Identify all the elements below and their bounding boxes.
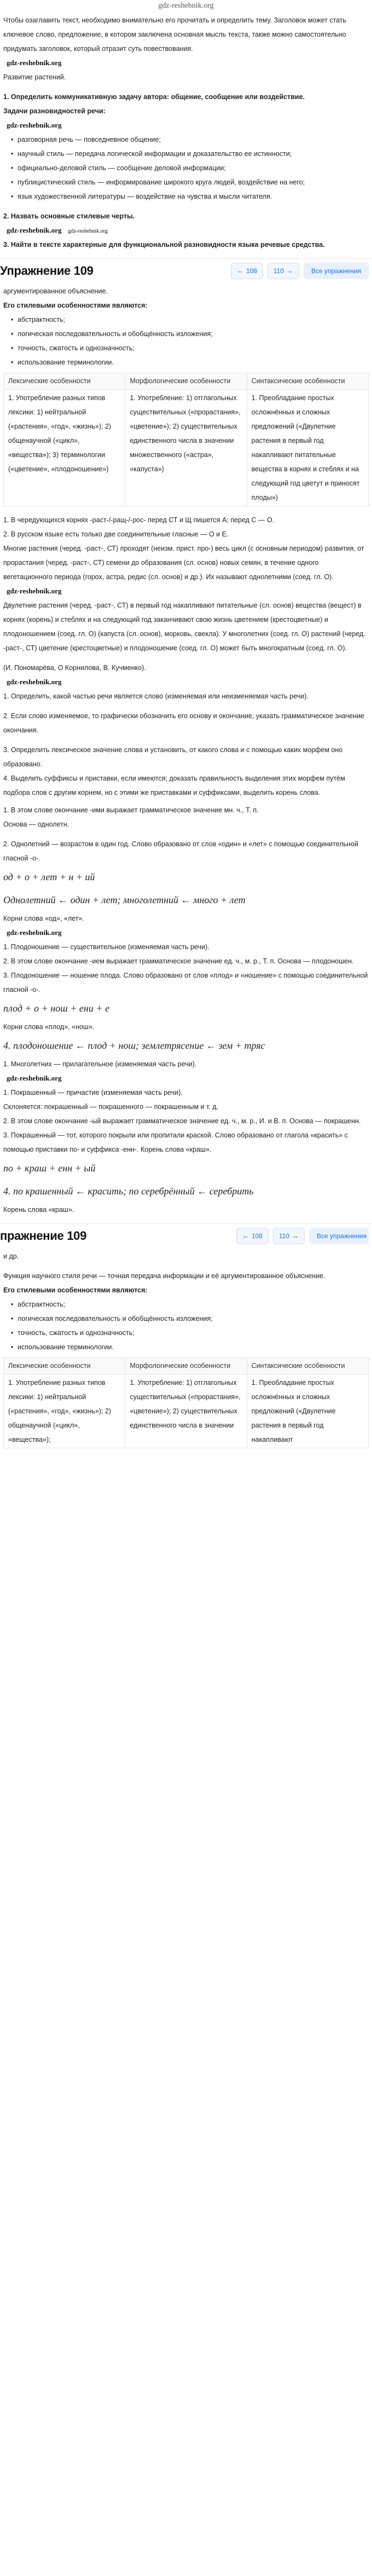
paragraph: и др. — [3, 1252, 19, 1260]
paragraph: 1. В чередующихся корнях -раст-/-ращ-/-рос- перед СТ и Щ пишется А; перед С — О. — [3, 516, 275, 524]
arrow-right-icon: → — [291, 1232, 299, 1240]
list-item: • публицистический стиль — информирование широкого круга людей, воздействие на него; — [11, 175, 369, 189]
intro-section — [3, 12, 369, 254]
paragraph: Корни слова «плод», «нош». — [3, 1023, 95, 1031]
watermark: gdz-reshebnik.org — [7, 678, 62, 686]
table-header: Синтаксические особенности — [247, 1358, 368, 1374]
paragraph: аргументированное объяснение. — [3, 287, 108, 295]
exercise-nav — [236, 1228, 369, 1244]
list-item: • использование терминологии. — [11, 1340, 369, 1354]
paragraph: 2. Однолетний — возрастом в один год. Слово образовано от слов «один» и «лет» с помощью соединительной гласной -о-. — [3, 840, 358, 862]
features-table — [3, 1358, 369, 1448]
prev-exercise-label: 108 — [251, 1232, 263, 1240]
table-cell: 1. Употребление: 1) отглагольных существительных («прорастания», «цветение»); 2) существительных единственного числа в значении множественного («астра», «капуста») — [125, 390, 247, 506]
watermark-row — [3, 675, 369, 689]
table-row — [4, 390, 369, 506]
word-scheme: 4. по крашенный ← красить; по серебрённый ← серебрить — [3, 1186, 254, 1197]
list-item: • логическая последовательность и обобщённость изложения; — [11, 1312, 369, 1326]
list-item: • язык художественной литературы — воздействие на чувства и мысли читателя. — [11, 189, 369, 204]
table-header: Морфологические особенности — [125, 1358, 247, 1374]
paragraph: 2. В этом слове окончание -ием выражает грамматическое значение ед. ч., м. р., Т. п. Основа — плодоношен. — [3, 957, 354, 965]
morpheme-section — [3, 802, 369, 1219]
word-scheme: по + краш + енн + ый — [3, 1163, 96, 1174]
table-header: Синтаксические особенности — [247, 373, 368, 390]
exercise-title: пражнение 109 — [0, 1229, 87, 1243]
question-1: 1. Определить коммуникативную задачу автора: общение, сообщение или воздействие. — [3, 93, 305, 101]
exercise-header — [0, 1223, 372, 1248]
prev-exercise-label: 108 — [246, 267, 257, 275]
table-cell: 1. Преобладание простых осложнённых и сложных предложений («Двулетние растения в первый год накапливают питательные вещества в корнях и стеблях и на следующий год цветут и приносят плоды») — [247, 390, 368, 506]
paragraph: 3. Покрашенный — тот, которого покрыли или пропитали краской. Слово образовано от глагола «красить» с помощью приставки по- и суффикса -енн-. Корень слова «краш». — [3, 1131, 348, 1153]
question-2: 2. Назвать основные стилевые черты. — [3, 212, 135, 220]
paragraph: Многие растения (черед. -раст-, СТ) проходят (неизм. прист. про-) весь цикл (с основным периодом) развития, от прорастания (черед. -раст-, СТ) семени до образования (сл. основ) новых семян, в течение одного вегетационного периода (горох, астра, редис (сл. основ) и др.). Их называют однолетними (соед. гл. О). — [3, 545, 364, 581]
science-style-section-2 — [3, 1248, 369, 1454]
paragraph: Двулетние растения (черед. -раст-, СТ) в первый год накапливают питательные (сл. основ) вещества (вещест) в корнях (корень) и стеблях и на следующий год заканчивают свою жизнь цветением (крестоцветные) и плодоношением (соед. гл. О) (капуста (сл. основ), морковь, свекла). У многолетних (соед. гл. О) растений (черед. -раст-, СТ) цветение (крестоцветные) и плодоношение (соед. гл. О) может быть многократным (соед. гл. О). — [3, 602, 365, 652]
all-exercises-button[interactable]: Все упражнения — [304, 263, 369, 279]
next-exercise-label: 110 — [278, 1232, 289, 1240]
watermark: gdz-reshebnik.org — [7, 587, 62, 595]
prev-exercise-button[interactable] — [236, 1228, 269, 1244]
watermark: gdz-reshebnik.org — [7, 121, 62, 129]
table-header: Лексические особенности — [4, 373, 125, 390]
list-item: • точность, сжатость и однозначность; — [11, 341, 369, 355]
next-exercise-label: 110 — [273, 267, 284, 275]
list-item: • научный стиль — передача логической информации и доказательство ее истинности; — [11, 147, 369, 161]
watermark-row — [3, 1071, 369, 1085]
question-3: 3. Найти в тексте характерные для функциональной разновидности языка речевые средства. — [3, 241, 325, 249]
word-scheme: Однолетний ← один + лет; многолетний ← много + лет — [3, 894, 246, 905]
paragraph: Развитие растений. — [3, 73, 66, 81]
paragraph: 1. Многолетних — прилагательное (изменяемая часть речи). — [3, 1060, 197, 1068]
table-cell: 1. Употребление разных типов лексики: 1) нейтральной («растения», «год», «жизнь»); 2) общенаучной («цикл», «вещества»); — [4, 1374, 125, 1448]
watermark: gdz-reshebnik.org — [7, 928, 62, 937]
paragraph: 1. Плодоношение — существительное (изменяемая часть речи). — [3, 943, 210, 951]
watermark-row — [3, 223, 369, 238]
list-item: • абстрактность; — [11, 313, 369, 327]
paragraph: Корень слова «краш». — [3, 1206, 74, 1214]
definition — [3, 1269, 369, 1283]
word-scheme: 4. плодоношение ← плод + нош; землетрясение ← зем + тряс — [3, 1040, 265, 1051]
table-header-row — [4, 1358, 369, 1374]
paragraph: 3. Определить лексическое значение слова и установить, от какого слова и с помощью каких морфем оно образовано. — [3, 746, 343, 768]
paragraph: 2. Если слово изменяемое, то графически обозначить его основу и окончание, указать грамматическое значение окончания. — [3, 712, 364, 734]
watermark: gdz-reshebnik.org — [7, 59, 62, 67]
analysis-section — [3, 512, 369, 802]
watermark-row — [3, 118, 369, 132]
paragraph: 3. Плодоношение — ношение плода. Слово образовано от слов «плод» и «ношение» с помощью соединительной гласной -о-. — [3, 972, 368, 994]
prev-exercise-button[interactable] — [231, 263, 263, 279]
paragraph: 1. Определить, какой частью речи является слово (изменяемая или неизменяемая часть речи). — [3, 692, 309, 700]
word-scheme: плод + о + нош + ени + е — [3, 1003, 109, 1014]
task-list — [3, 132, 369, 204]
watermark: gdz-reshebnik.org — [68, 228, 108, 234]
paragraph: 1. Покрашенный — причастие (изменяемая часть речи). — [3, 1089, 183, 1096]
table-row — [4, 1374, 369, 1448]
table-header: Морфологические особенности — [125, 373, 247, 390]
arrow-left-icon: ← — [236, 267, 244, 275]
watermark: gdz-reshebnik.org — [7, 226, 62, 234]
exercise-nav — [231, 263, 369, 279]
features-list — [3, 313, 369, 369]
list-item: • разговорная речь — повседневное общение; — [11, 132, 369, 147]
source-line: (И. Пономарёва, О Корнилова, В. Кучменко). — [3, 664, 146, 672]
paragraph: 4. Выделить суффиксы и приставки, если имеются; доказать правильность выделения этих морфем путём подбора слов с другим корнем, но с этими же приставками и суффиксами, выделить корень слова. — [3, 775, 345, 796]
paragraph: Корни слова «од», «лет». — [3, 915, 84, 922]
next-exercise-button[interactable] — [268, 263, 299, 279]
watermark-top: gdz-reshebnik.org — [158, 2, 214, 10]
all-exercises-button[interactable]: Все упражнения — [309, 1228, 369, 1244]
paragraph: Чтобы озаглавить текст, необходимо внимательно его прочитать и определить тему. Заголовок может стать ключевое слово, предложение, в котором заключена основная мысль текста, также можно самостоятельно придумать заголовок, который отразит суть повествования. — [3, 16, 347, 53]
paragraph: Основа — однолетн. — [3, 821, 69, 828]
list-item: • использование терминологии. — [11, 355, 369, 369]
watermark-row — [3, 926, 369, 940]
table-header-row — [4, 373, 369, 390]
list-item: • абстрактность; — [11, 1297, 369, 1312]
question-1-sub: Задачи разновидностей речи: — [3, 107, 106, 115]
watermark: gdz-reshebnik.org — [7, 1074, 62, 1082]
watermark-row — [3, 584, 369, 598]
paragraph: 2. В этом слове окончание -ый выражает грамматическое значение ед. ч., м. р., И. и В. п. Основа — покрашенн. — [3, 1117, 361, 1125]
paragraph: 1. В этом слове окончание -ими выражает грамматическое значение мн. ч., Т. п. — [3, 806, 259, 814]
table-cell: 1. Преобладание простых осложнённых и сложных предложений («Двулетние растения в первый год накапливают — [247, 1374, 368, 1448]
list-item: • официально-деловой стиль — сообщение деловой информации; — [11, 161, 369, 175]
paragraph: Склоняется: покрашенный — покрашенного — покрашенным и т. д. — [3, 1103, 219, 1111]
definition-text: Функция научного стиля речи — точная передача информации и её аргументированное объяснение. — [3, 1272, 326, 1280]
arrow-left-icon: ← — [242, 1232, 249, 1240]
science-style-section — [3, 283, 369, 512]
exercise-header — [0, 258, 372, 283]
features-title: Его стилевыми особенностями являются: — [3, 302, 148, 309]
table-header: Лексические особенности — [4, 1358, 125, 1374]
arrow-right-icon: → — [286, 267, 293, 275]
features-title: Его стилевыми особенностями являются: — [3, 1286, 148, 1294]
exercise-title: Упражнение 109 — [0, 264, 94, 278]
paragraph: 2. В русском языке есть только две соединительные гласные — О и Е. — [3, 530, 229, 538]
table-cell: 1. Употребление разных типов лексики: 1) нейтральной («растения», «год», «жизнь»); 2) общенаучной («цикл», «вещества»); 3) терминологии («цветение», «плодоношение») — [4, 390, 125, 506]
features-table — [3, 373, 369, 506]
next-exercise-button[interactable] — [273, 1228, 305, 1244]
word-scheme: од + о + лет + н + ий — [3, 871, 95, 882]
list-item: • точность, сжатость и однозначность; — [11, 1326, 369, 1340]
features-list — [3, 1297, 369, 1354]
list-item: • логическая последовательность и обобщённость изложения; — [11, 327, 369, 341]
watermark-row — [3, 56, 369, 70]
table-cell: 1. Употребление: 1) отглагольных существительных («прорастания», «цветение»); 2) существительных единственного числа в значении — [125, 1374, 247, 1448]
